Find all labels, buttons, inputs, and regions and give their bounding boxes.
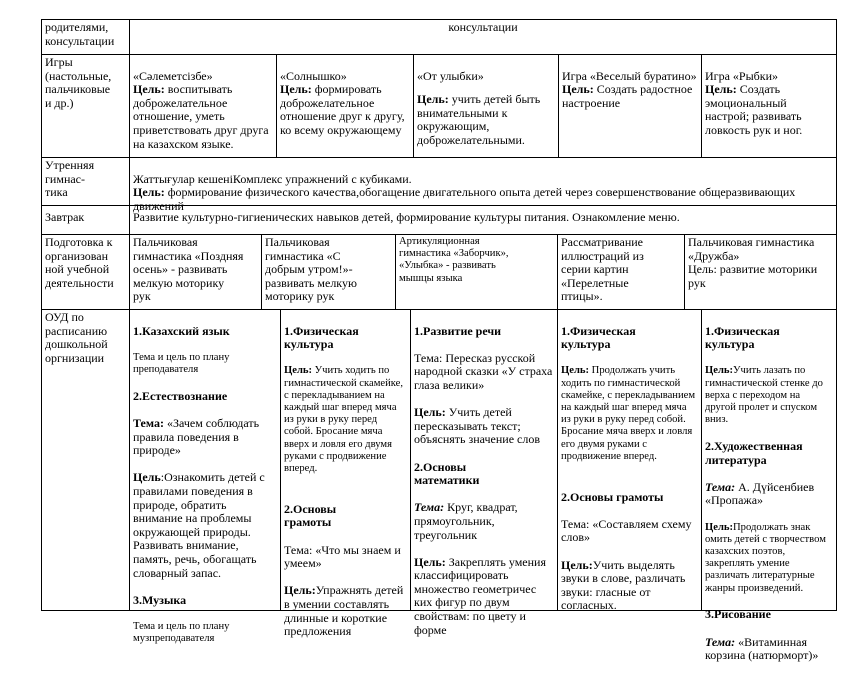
- subject-heading: 2.Основы математики: [414, 459, 480, 488]
- oud-col-1: [129, 309, 281, 645]
- goal-text: Продолжать знак омить детей с творчеством казахских поэтов, закреплять умение различать литературные жанры произведений.: [705, 521, 826, 594]
- subject-heading: 2.Основы грамоты: [561, 489, 664, 504]
- games-cell-4: [558, 54, 702, 158]
- subject-heading: 3.Рисование: [705, 607, 771, 622]
- subject-heading: 2.Художественная литература: [705, 438, 803, 467]
- goal-label: Цель:: [280, 82, 312, 97]
- subject-heading: 2.Основы грамоты: [284, 501, 337, 530]
- row-breakfast-label: Завтрак: [41, 205, 130, 235]
- goal-text: Закреплять умения классифицировать множество геометричес ких фигур по двум свойствам: по цвету и форме: [414, 554, 546, 637]
- row-breakfast-text: Развитие культурно-гигиенических навыков детей, формирование культуры питания. Ознакомление меню.: [129, 205, 837, 235]
- prep-cell-2: Пальчиковая гимнастика «С добрым утром!»- развивать мелкую моторику рук: [261, 234, 396, 310]
- goal-text: Продолжать учить ходить по гимнастической скамейке, с перекладыванием на каждый шаг вперед мяча из руки в руку перед собой. Бросание мяча вверх и ловля его двумя руками с продвижение вперед.: [561, 365, 696, 462]
- subject-heading: 1.Казахский язык: [133, 323, 230, 338]
- tema-text: Тема: «Составляем схему слов»: [561, 516, 692, 545]
- subject-heading: 1.Физическая культура: [705, 323, 780, 352]
- tema-label: Тема:: [705, 634, 736, 649]
- subject-heading: 1.Физическая культура: [561, 323, 636, 352]
- prep-cell-5: Пальчиковая гимнастика «Дружба» Цель: развитие моторики рук: [684, 234, 837, 310]
- game-title: Игра «Рыбки»: [705, 68, 779, 83]
- goal-text: Упражнять детей в умении составлять длинные и короткие предложения: [284, 583, 404, 639]
- row-morning-content: [129, 157, 837, 213]
- goal-label: Цель: [133, 470, 161, 485]
- prep-cell-4: Рассматривание иллюстраций из серии картин «Перелетные птицы».: [557, 234, 685, 310]
- row-games-label: Игры (настольные, пальчиковые и др.): [41, 54, 130, 158]
- morning-line: Жаттығулар кешеніКомплекс упражнений с кубиками.: [133, 171, 412, 186]
- goal-label: Цель:: [562, 82, 594, 97]
- oud-col-5: [701, 309, 837, 663]
- row-consult-label: родителями, консультации: [41, 19, 130, 55]
- goal-label: Цель:: [133, 185, 165, 200]
- tema-text: Тема: Пересказ русской народной сказки «У страха глаза велики»: [414, 350, 553, 392]
- subject-heading: 1.Физическая культура: [284, 323, 359, 352]
- goal-text: Учить выделять звуки в слове, различать звуки: гласные от согласных.: [561, 557, 686, 613]
- goal-label: Цель:: [284, 365, 313, 377]
- tema-text: Тема: «Что мы знаем и умеем»: [284, 542, 401, 571]
- tema-label: Тема:: [414, 500, 445, 515]
- goal-text: Учить ходить по гимнастической скамейке, с перекладыванием на каждый шаг вперед мяча из руки в руку перед собой. Бросание мяча вверх и ловля его двумя руками с продвижение вперед.: [284, 365, 404, 474]
- subject-note: Тема и цель по плану преподавателя: [133, 351, 230, 375]
- goal-text: воспитывать доброжелательное отношение, уметь приветствовать друг друга на казахском языке.: [133, 82, 269, 151]
- goal-text: Создать радостное настроение: [562, 82, 693, 110]
- game-title: «Солнышко»: [280, 68, 347, 83]
- games-cell-5: [701, 54, 837, 158]
- oud-col-2: [280, 309, 411, 639]
- row-oud-label: ОУД по расписанию дошкольной оргнизации: [41, 309, 130, 611]
- goal-label: Цель:: [414, 554, 446, 569]
- goal-label: Цель:: [284, 583, 316, 598]
- goal-text: формирование физического качества,обогащение двигательного опыта детей через совершенствование общеразвивающих движений: [133, 185, 796, 213]
- goal-label: Цель:: [133, 82, 165, 97]
- goal-label: Цель:: [417, 92, 449, 107]
- row-prep-label: Подготовка к организован ной учебной деятельности: [41, 234, 130, 310]
- goal-text: Создать эмоциональный настрой; развивать ловкость рук и ног.: [705, 82, 803, 137]
- goal-text: :Ознакомить детей с правилами поведения в природе, обратить внимание на проблемы окружающей природы. Развивать внимание, память, речь, обогащать словарный запас.: [133, 470, 265, 580]
- subject-heading: 2.Естествознание: [133, 388, 228, 403]
- games-cell-2: [276, 54, 414, 158]
- goal-label: Цель:: [705, 82, 737, 97]
- goal-label: Цель:: [414, 405, 446, 420]
- goal-text: учить детей быть внимательными к окружающим, доброжелательными.: [417, 92, 541, 147]
- oud-col-4: [557, 309, 702, 611]
- goal-text: Учить детей пересказывать текст; объяснять значение слов: [414, 405, 541, 447]
- prep-cell-3: Артикуляционная гимнастика «Заборчик», «Улыбка» - развивать мышцы языка: [395, 234, 558, 310]
- game-title: «Сәлеметсізбе»: [133, 68, 213, 83]
- goal-label: Цель:: [561, 557, 593, 572]
- tema-text: «Зачем соблюдать правила поведения в природе»: [133, 415, 260, 458]
- goal-label: Цель:: [561, 365, 590, 377]
- games-cell-1: [129, 54, 277, 158]
- goal-text: Учить лазать по гимнастической стенке до верха с переходом на другой пролет и спуском вниз.: [705, 365, 823, 426]
- tema-label: Тема:: [133, 415, 164, 430]
- tema-text: Круг, квадрат, прямоугольник, треугольник: [414, 500, 518, 542]
- subject-heading: 3.Музыка: [133, 592, 187, 607]
- oud-col-3: [410, 309, 558, 637]
- goal-label: Цель:: [705, 521, 734, 533]
- subject-heading: 1.Развитие речи: [414, 323, 502, 338]
- row-morning-label: Утренняя гимнас- тика: [41, 157, 130, 206]
- games-cell-3: [413, 54, 559, 158]
- goal-text: формировать доброжелательное отношение друг к другу, ко всему окружающему: [280, 82, 405, 137]
- subject-note: Тема и цель по плану музпреподавателя: [133, 620, 230, 645]
- tema-text: А. Дүйсенбиев «Пропажа»: [705, 479, 815, 508]
- tema-text: «Витаминная корзина (натюрморт)»: [705, 634, 819, 663]
- tema-label: Тема:: [705, 479, 736, 494]
- game-title: «От улыбки»: [417, 68, 484, 83]
- game-title: Игра «Веселый буратино»: [562, 68, 697, 83]
- goal-label: Цель:: [705, 365, 734, 377]
- prep-cell-1: Пальчиковая гимнастика «Поздняя осень» - развивать мелкую моторику рук: [129, 234, 262, 310]
- row-consult-center: консультации: [129, 19, 837, 55]
